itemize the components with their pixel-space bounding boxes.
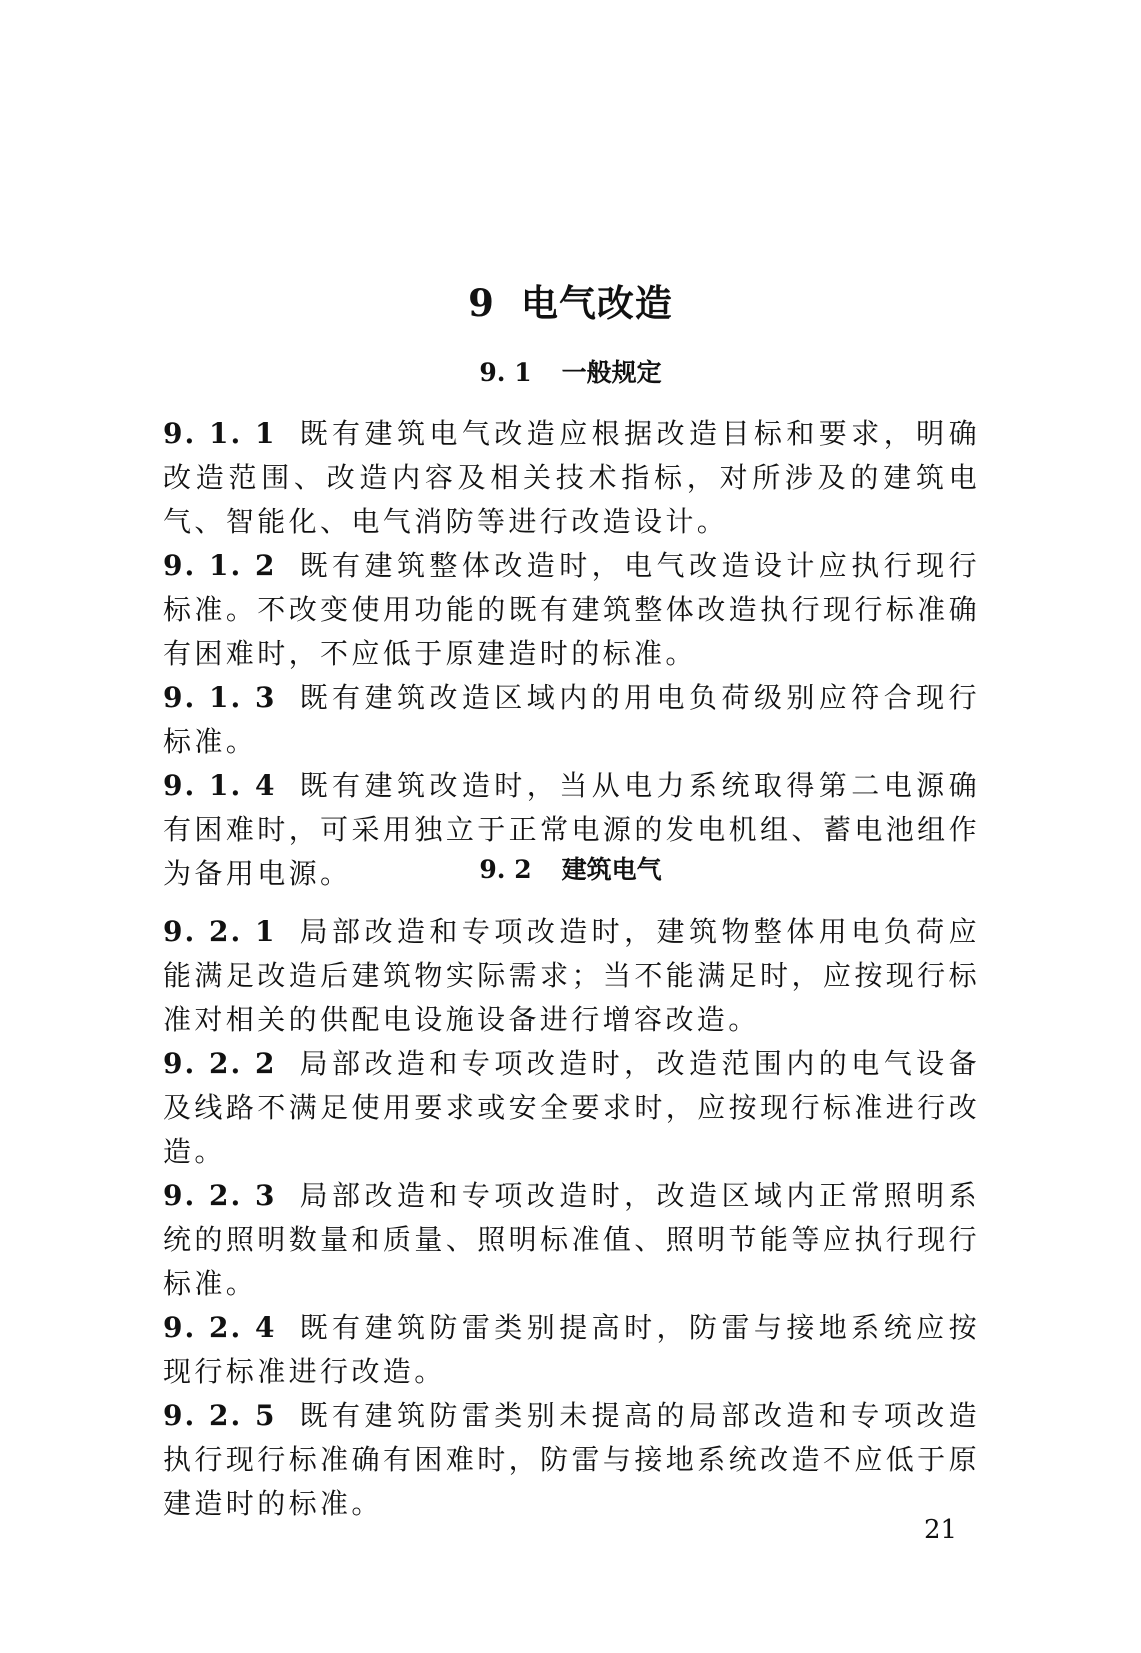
clause-number: 9. 2. 2 — [163, 1047, 277, 1080]
chapter-number: 9 — [468, 281, 495, 325]
clause-text: 局部改造和专项改造时，改造区域内正常照明系统的照明数量和质量、照明标准值、照明节能等应执行现行标准。 — [163, 1179, 980, 1300]
page-number: 21 — [924, 1515, 958, 1545]
chapter-title — [0, 278, 1141, 328]
clause-number: 9. 1. 4 — [163, 769, 277, 802]
clauses-9-1 — [163, 412, 980, 896]
clause-9-2-4 — [163, 1306, 980, 1394]
clause-number: 9. 2. 5 — [163, 1399, 277, 1432]
chapter-title-text: 电气改造 — [520, 281, 673, 325]
clause-number: 9. 1. 2 — [163, 549, 277, 582]
clause-text: 既有建筑防雷类别提高时，防雷与接地系统应按现行标准进行改造。 — [163, 1311, 980, 1388]
section-number: 9. 2 — [479, 855, 532, 884]
section-title-9-1 — [0, 355, 1141, 391]
clause-text: 局部改造和专项改造时，改造范围内的电气设备及线路不满足使用要求或安全要求时，应按现行标准进行改造。 — [163, 1047, 980, 1168]
section-title-text: 一般规定 — [561, 358, 662, 387]
clause-number: 9. 1. 1 — [163, 417, 277, 450]
clause-text: 既有建筑防雷类别未提高的局部改造和专项改造执行现行标准确有困难时，防雷与接地系统改造不应低于原建造时的标准。 — [163, 1399, 980, 1520]
section-number: 9. 1 — [479, 358, 532, 387]
clause-9-2-3 — [163, 1174, 980, 1306]
clause-9-2-2 — [163, 1042, 980, 1174]
clause-text: 既有建筑改造时，当从电力系统取得第二电源确有困难时，可采用独立于正常电源的发电机组、蓄电池组作为备用电源。 — [163, 769, 980, 890]
clause-9-2-5 — [163, 1394, 980, 1526]
clause-text: 局部改造和专项改造时，建筑物整体用电负荷应能满足改造后建筑物实际需求；当不能满足时，应按现行标准对相关的供配电设施设备进行增容改造。 — [163, 915, 980, 1036]
section-title-9-2 — [0, 852, 1141, 888]
clause-9-1-2 — [163, 544, 980, 676]
clause-9-1-1 — [163, 412, 980, 544]
clause-9-2-1 — [163, 910, 980, 1042]
clause-number: 9. 2. 3 — [163, 1179, 277, 1212]
clauses-9-2 — [163, 910, 980, 1526]
clause-text: 既有建筑整体改造时，电气改造设计应执行现行标准。不改变使用功能的既有建筑整体改造执行现行标准确有困难时，不应低于原建造时的标准。 — [163, 549, 980, 670]
clause-text: 既有建筑改造区域内的用电负荷级别应符合现行标准。 — [163, 681, 980, 758]
clause-text: 既有建筑电气改造应根据改造目标和要求，明确改造范围、改造内容及相关技术指标，对所涉及的建筑电气、智能化、电气消防等进行改造设计。 — [163, 417, 980, 538]
clause-number: 9. 1. 3 — [163, 681, 277, 714]
section-title-text: 建筑电气 — [561, 855, 662, 884]
clause-number: 9. 2. 4 — [163, 1311, 277, 1344]
clause-number: 9. 2. 1 — [163, 915, 277, 948]
clause-9-1-3 — [163, 676, 980, 764]
